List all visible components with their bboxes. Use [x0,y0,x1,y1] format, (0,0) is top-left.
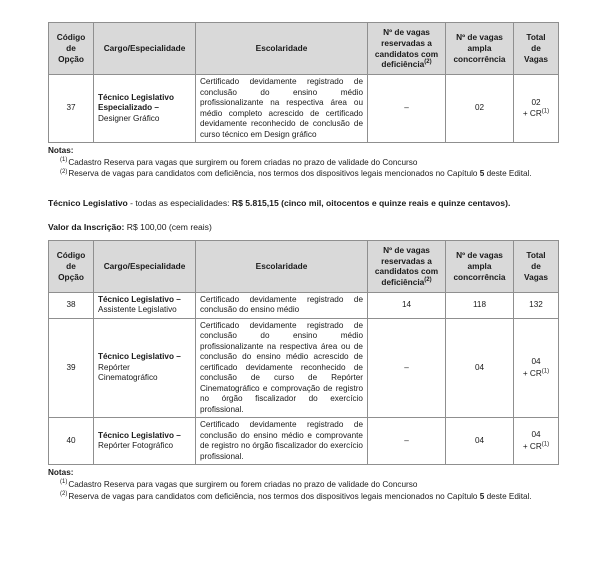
table-header-row [49,240,559,292]
registration-fee-value: R$ 100,00 (cem reais) [124,221,212,232]
footnote-marker: (2) [424,277,432,284]
header-line: ampla [467,43,492,54]
footnote-marker: (1) [541,367,550,374]
cell-vagas-ampla: 04 [446,418,514,465]
header-line: Nº de vagas [383,27,430,37]
table-row [49,318,559,418]
note-chapter-number: 5 [479,491,485,501]
cell-escolaridade: Certificado devidamente registrado de conclusão do ensino médio profissionalizante na respectiva área ou de conclusão do ensino médio acrescido de certificado devidamente reconhecido de conclusão de curso de Repórter Cinematográfico e comprovação de registro no órgão fiscalizador do exercício profissional. [196,318,368,418]
cell-vagas-reservadas: – [368,318,446,418]
cell-escolaridade: Certificado devidamente registrado de conclusão do ensino médio profissionalizante na respectiva área ou médio completo acrescido de certificado devidamente reconhecido de conclusão de curso técnico em Design gráfico [196,75,368,143]
table-row [49,418,559,465]
header-line: Nº de vagas [456,250,503,261]
cell-vagas-reservadas: 14 [368,292,446,318]
footnote-marker: (1) [60,479,68,486]
cell-total-vagas [514,418,559,465]
column-header-codigo-opcao [49,240,94,292]
salary-role: Técnico Legislativo [48,198,128,209]
salary-middle: - todas as especialidades: [127,198,232,209]
total-value: 04 [531,357,541,367]
header-line: Nº de vagas [383,244,430,255]
cell-total-vagas [514,75,559,143]
note-item-1 [60,479,557,491]
column-header-vagas-ampla-concorrencia [446,240,514,292]
cell-vagas-ampla: 02 [446,75,514,143]
column-header-codigo-opcao [49,23,94,75]
footnote-marker: (2) [60,491,68,497]
table-1-header [49,23,559,75]
column-header-total-vagas [514,23,559,75]
total-cadastro-reserva [518,442,554,453]
salary-value: R$ 5.815,15 (cinco mil, oitocentos e quinze reais e quinze centavos). [231,198,511,209]
header-line: de [531,261,541,271]
header-line: de [531,43,541,54]
vacancies-table-2 [48,240,559,466]
cell-vagas-ampla: 118 [446,292,514,318]
notes-title: Notas: [48,468,74,478]
cell-cargo-especialidade [94,318,196,418]
footnote-marker: (2) [424,59,432,66]
cell-codigo-opcao: 39 [49,318,94,418]
notes-block-1 [48,145,557,180]
header-line: Nº de vagas [456,32,503,43]
cell-cargo-especialidade [94,75,196,143]
note-chapter-number: 5 [479,169,485,179]
cell-codigo-opcao: 37 [49,75,94,143]
column-header-cargo-especialidade: Cargo/Especialidade [94,23,196,75]
cargo-title: Técnico Legislativo Especializado – [98,92,174,113]
note-text-end: deste Edital. [484,169,532,179]
header-line: concorrência [453,271,506,282]
note-text: Cadastro Reserva para vagas que surgirem ou forem criadas no prazo de validade do Concurso [68,157,418,167]
cargo-specialty: Repórter Fotográfico [98,441,174,451]
header-line: candidatos com [374,266,439,277]
header-line: Vagas [524,53,548,64]
footnote-marker: (1) [541,108,550,115]
cargo-specialty: Assistente Legislativo [98,305,177,315]
note-text: Reserva de vagas para candidatos com deficiência, nos termos dos dispositivos legais mencionados no Capítulo [68,169,480,179]
header-line: Opção [58,53,84,64]
column-header-cargo-especialidade: Cargo/Especialidade [94,240,196,292]
notes-block-2 [48,467,557,502]
note-text: Reserva de vagas para candidatos com deficiência, nos termos dos dispositivos legais mencionados no Capítulo [68,491,480,501]
cell-total-vagas: 132 [514,292,559,318]
cr-label: + CR [522,441,542,451]
header-line: candidatos com [374,48,439,59]
header-line: de [66,43,76,54]
note-item-2 [60,168,557,180]
cell-cargo-especialidade [94,292,196,318]
cargo-specialty: Designer Gráfico [98,113,160,123]
registration-fee-label: Valor da Inscrição: [48,221,125,232]
column-header-vagas-ampla-concorrencia [446,23,514,75]
header-line: de [66,261,76,271]
total-value: 02 [531,97,541,107]
cell-cargo-especialidade [94,418,196,465]
header-line: reservadas a [381,37,432,48]
header-line: Código [56,32,86,43]
header-line: Total [526,32,546,43]
table-2-body [49,292,559,465]
note-item-1 [60,157,557,169]
header-line: Total [526,250,546,261]
cell-vagas-reservadas: – [368,418,446,465]
notes-title: Notas: [48,146,74,156]
header-line: Opção [58,271,84,282]
header-line: concorrência [453,53,506,64]
total-cadastro-reserva [518,369,554,380]
table-2-header [49,240,559,292]
note-text-end: deste Edital. [484,491,532,501]
note-item-2 [60,491,557,503]
cell-codigo-opcao: 38 [49,292,94,318]
cell-total-vagas [514,318,559,418]
header-line: ampla [467,261,492,271]
table-row [49,292,559,318]
cargo-title: Técnico Legislativo – [98,430,181,440]
cargo-title: Técnico Legislativo – [98,352,181,362]
table-row [49,75,559,143]
total-cadastro-reserva [518,109,554,120]
footnote-marker: (1) [60,157,68,164]
column-header-vagas-reservadas [368,240,446,292]
table-1-body [49,75,559,143]
cr-label: + CR [522,368,542,378]
cargo-title: Técnico Legislativo – [98,294,181,304]
header-line: deficiência [381,277,425,288]
salary-paragraph [48,197,557,210]
cell-codigo-opcao: 40 [49,418,94,465]
header-line: Vagas [524,271,548,282]
header-line: deficiência [381,59,425,70]
column-header-escolaridade: Escolaridade [196,23,368,75]
cargo-specialty: Repórter Cinematográfico [98,362,158,383]
footnote-marker: (1) [541,441,550,448]
footnote-marker: (2) [60,168,68,175]
header-line: reservadas a [381,255,432,266]
column-header-vagas-reservadas [368,23,446,75]
total-value: 04 [531,430,541,440]
cell-escolaridade: Certificado devidamente registrado de conclusão do ensino médio [196,292,368,318]
table-header-row [49,23,559,75]
cell-escolaridade: Certificado devidamente registrado de conclusão do ensino médio e comprovante de registro no órgão fiscalizador do exercício profissional. [196,418,368,465]
header-line: Código [56,250,86,261]
cell-vagas-reservadas: – [368,75,446,143]
note-text: Cadastro Reserva para vagas que surgirem ou forem criadas no prazo de validade do Concurso [68,480,418,490]
vacancies-table-1 [48,22,559,143]
cell-vagas-ampla: 04 [446,318,514,418]
registration-fee-paragraph [48,221,557,234]
column-header-escolaridade: Escolaridade [196,240,368,292]
column-header-total-vagas [514,240,559,292]
cr-label: + CR [522,109,542,119]
